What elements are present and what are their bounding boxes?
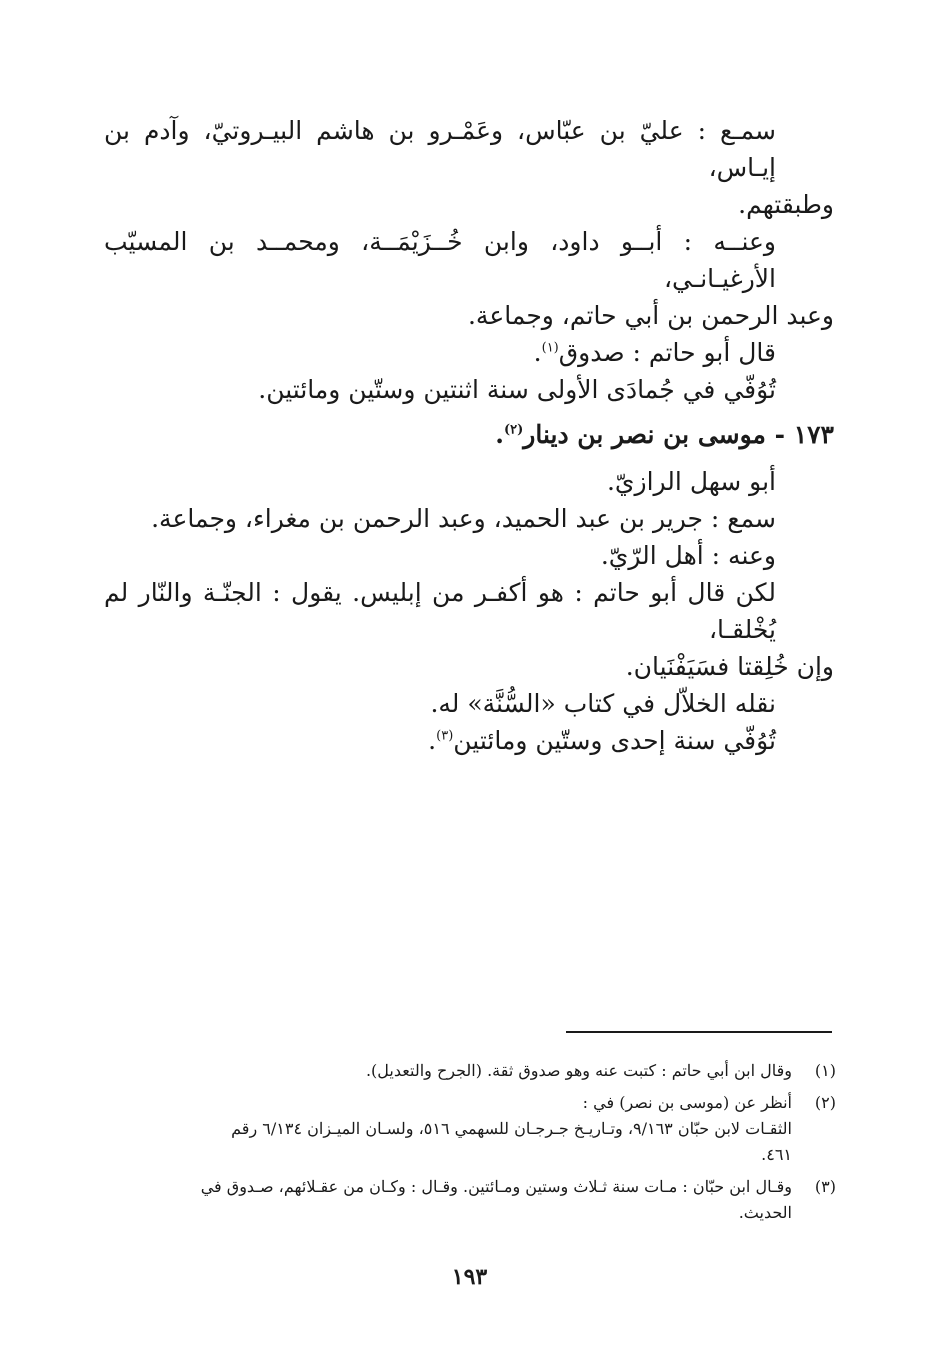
text-line: تُوُفّي في جُمادَى الأولى سنة اثنتين وستّين ومائتين. bbox=[258, 375, 776, 404]
main-text bbox=[104, 112, 834, 759]
page-number: ١٩٣ bbox=[451, 1264, 488, 1290]
footnote-number: (١) bbox=[814, 1061, 836, 1080]
footnote-line: ٤٦١. bbox=[761, 1145, 792, 1164]
paragraph-narrators-line2 bbox=[104, 297, 834, 334]
footnote-body bbox=[106, 1174, 792, 1226]
text-punct: . bbox=[428, 726, 437, 755]
paragraph-quote-line1 bbox=[104, 574, 834, 648]
footnote-body bbox=[106, 1058, 792, 1084]
paragraph-narrators-line1 bbox=[104, 223, 834, 297]
text-line: وعبد الرحمن بن أبي حاتم، وجماعة. bbox=[467, 301, 834, 330]
paragraph-heard-from-line2 bbox=[104, 186, 834, 223]
text-line: تُوُفّي سنة إحدى وستّين ومائتين bbox=[453, 726, 776, 755]
paragraph-heard-from-line1 bbox=[104, 112, 834, 186]
footnote-line: الثقـات لابن حبّان ٩/١٦٣، وتـاريـخ جـرجـان للسهمي ٥١٦، ولسـان الميـزان ٦/١٣٤ رقم bbox=[231, 1119, 792, 1138]
text-line: سمـع : عليّ بن عبّاس، وعَمْـرو بن هاشم البيـروتيّ، وآدم بن إيـاس، bbox=[104, 116, 776, 182]
text-line: وعنه : أهل الرّيّ. bbox=[600, 541, 776, 570]
footnote-line: الحديث. bbox=[738, 1203, 792, 1222]
text-line: وعنــه : أبــو داود، وابن خُــزَيْمَــة، ومحمــد بن المسيّب الأرغيـانـي، bbox=[104, 227, 776, 293]
text-punct: . bbox=[495, 420, 504, 449]
paragraph-quote-line2 bbox=[104, 648, 834, 685]
footnote-2 bbox=[106, 1090, 836, 1168]
footnote-body bbox=[106, 1090, 792, 1168]
text-line: نقله الخلاّل في كتاب «السُّنَّة» له. bbox=[430, 689, 776, 718]
paragraph-death-2 bbox=[104, 722, 834, 759]
paragraph-heard-from-2 bbox=[104, 500, 834, 537]
text-line: قال أبو حاتم : صدوق bbox=[558, 338, 776, 367]
footnote-1 bbox=[106, 1058, 836, 1084]
text-punct: . bbox=[533, 338, 542, 367]
text-line: سمع : جرير بن عبد الحميد، وعبد الرحمن بن مغراء، وجماعة. bbox=[151, 504, 776, 533]
entry-heading-173 bbox=[104, 416, 834, 453]
footnote-number: (٢) bbox=[814, 1093, 836, 1112]
paragraph-abu-hatim bbox=[104, 334, 834, 371]
footnote-ref-1: (١) bbox=[541, 340, 559, 356]
footnote-ref-2: (٢) bbox=[503, 422, 524, 438]
text-line: وإن خُلِقتا فسَيَفْنَيان. bbox=[625, 652, 834, 681]
paragraph-narrators-2 bbox=[104, 537, 834, 574]
footnote-line: وقـال ابن حبّان : مـات سنة ثـلاث وستين ومـائتين. وقـال : وكـان من عقـلائهم، صـدوق في bbox=[200, 1177, 792, 1196]
footnote-ref-3: (٣) bbox=[436, 728, 454, 744]
entry-title: ١٧٣ - موسى بن نصر بن دينار bbox=[523, 420, 834, 449]
text-line: أبو سهل الرازيّ. bbox=[606, 467, 776, 496]
footnote-line: وقال ابن أبي حاتم : كتبت عنه وهو صدوق ثقة. (الجرح والتعديل). bbox=[365, 1061, 792, 1080]
footnote-number: (٣) bbox=[814, 1177, 836, 1196]
text-line: لكن قال أبو حاتم : هو أكفـر من إبليس. يقول : الجنّـة والنّار لم يُخْلقـا، bbox=[104, 578, 776, 644]
footnote-3 bbox=[106, 1174, 836, 1226]
footnote-divider bbox=[566, 1031, 832, 1033]
text-line: وطبقتهم. bbox=[738, 190, 834, 219]
footnotes bbox=[106, 1058, 836, 1232]
footnote-line: أنظر عن (موسى بن نصر) في : bbox=[582, 1093, 792, 1112]
paragraph-kunya bbox=[104, 463, 834, 500]
paragraph-transmitted bbox=[104, 685, 834, 722]
paragraph-death-1 bbox=[104, 371, 834, 408]
